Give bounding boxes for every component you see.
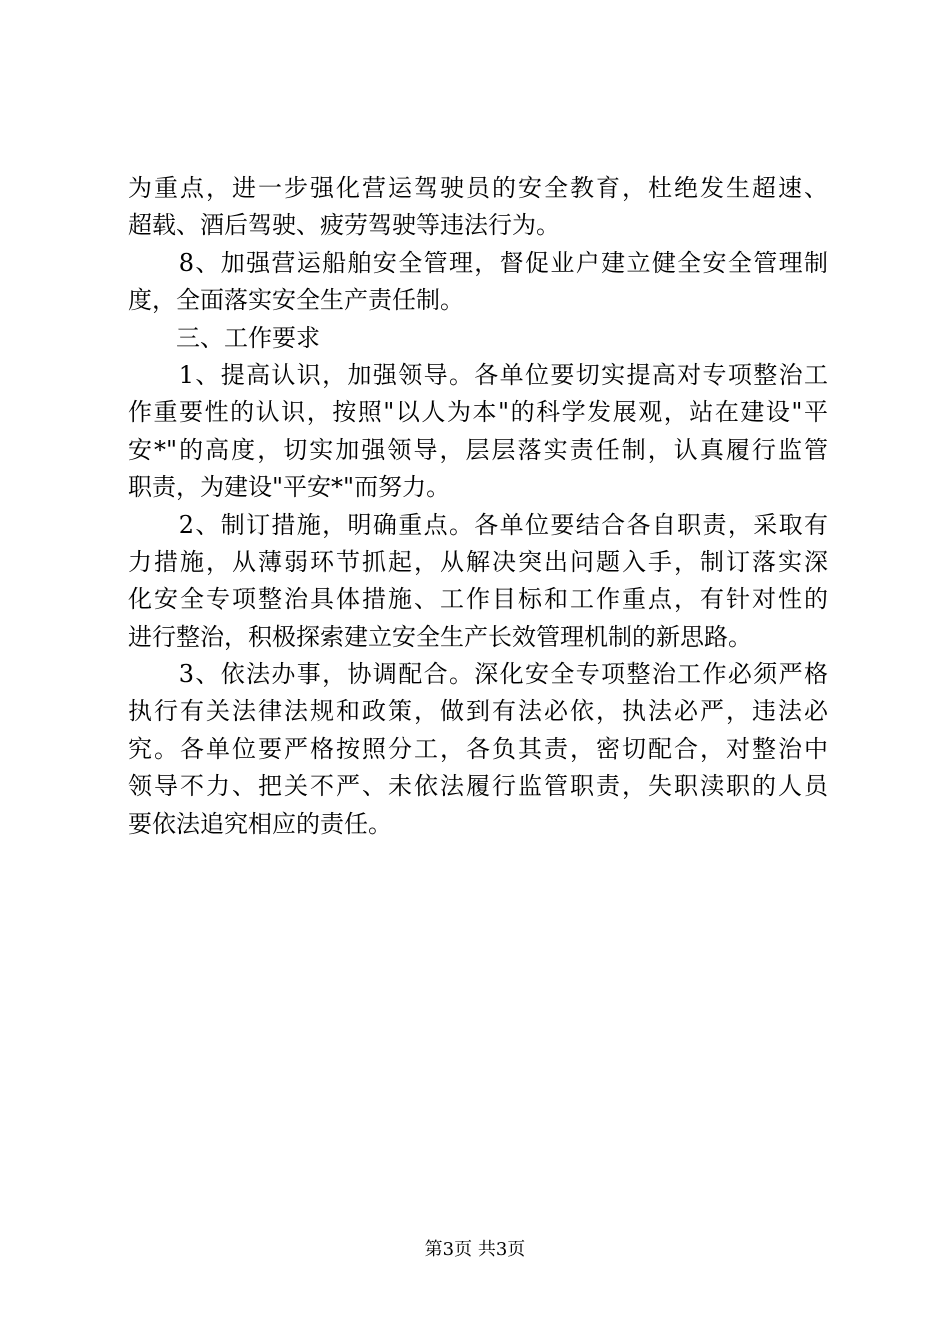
text-line: 作重要性的认识，按照"以人为本"的科学发展观，站在建设"平 [128,398,828,427]
text-line: 三、工作要求 [128,323,320,352]
text-line: 进行整治，积极探索建立安全生产长效管理机制的新思路。 [128,622,752,651]
document-body [128,170,828,843]
text-line: 领导不力、把关不严、未依法履行监管职责，失职渎职的人员 [128,772,828,801]
text-line: 安*"的高度，切实加强领导，层层落实责任制，认真履行监管 [128,435,828,464]
text-line: 度，全面落实安全生产责任制。 [128,286,464,315]
text-line: 1、提高认识，加强领导。各单位要切实提高对专项整治工 [128,360,828,389]
text-line: 化安全专项整治具体措施、工作目标和工作重点，有针对性的 [128,585,828,614]
text-line: 2、制订措施，明确重点。各单位要结合各自职责，采取有 [128,510,828,539]
text-line: 职责，为建设"平安*"而努力。 [128,473,451,502]
text-line: 为重点，进一步强化营运驾驶员的安全教育，杜绝发生超速、 [128,174,828,202]
text-line: 究。各单位要严格按照分工，各负其责，密切配合，对整治中 [128,734,828,763]
text-line: 3、依法办事，协调配合。深化安全专项整治工作必须严格 [128,660,828,689]
text-line: 超载、酒后驾驶、疲劳驾驶等违法行为。 [128,211,560,240]
text-line: 执行有关法律法规和政策，做到有法必依，执法必严，违法必 [128,697,828,726]
page-number: 第3页 共3页 [424,1239,526,1260]
text-line: 要依法追究相应的责任。 [128,809,392,838]
text-line: 8、加强营运船舶安全管理，督促业户建立健全安全管理制 [128,248,828,277]
text-line: 力措施，从薄弱环节抓起，从解决突出问题入手，制订落实深 [128,547,828,576]
